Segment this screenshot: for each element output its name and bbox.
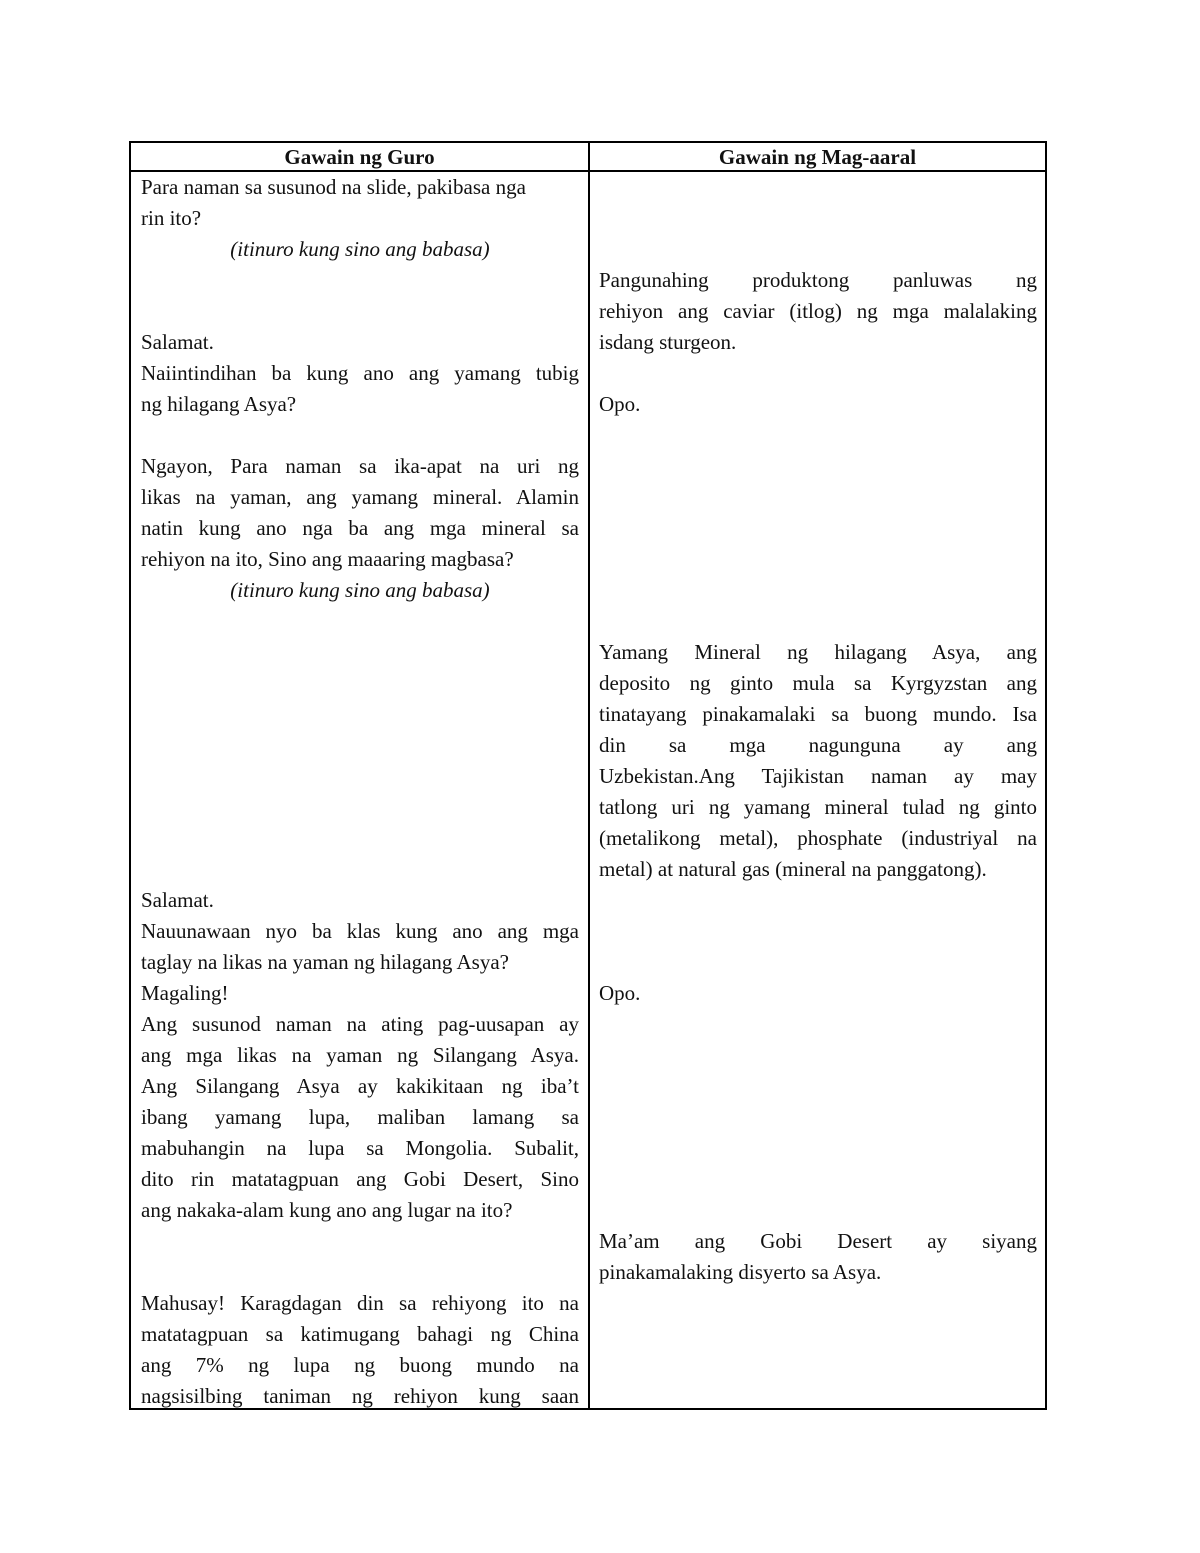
- student-line: tinatayang pinakamalaki sa buong mundo. Isa: [599, 702, 1037, 726]
- teacher-line: ang mga likas na yaman ng Silangang Asya.: [141, 1043, 579, 1067]
- teacher-line: Naiintindihan ba kung ano ang yamang tubig: [141, 361, 579, 385]
- teacher-line: nagsisilbing taniman ng rehiyon kung saan: [141, 1384, 579, 1408]
- teacher-line: Salamat.: [141, 888, 214, 912]
- student-line: isdang sturgeon.: [599, 330, 737, 354]
- teacher-line: Salamat.: [141, 330, 214, 354]
- teacher-line: Ngayon, Para naman sa ika-apat na uri ng: [141, 454, 579, 478]
- column-divider: [588, 143, 590, 1408]
- header-student-activity: Gawain ng Mag-aaral: [718, 145, 917, 169]
- teacher-line: ng hilagang Asya?: [141, 392, 297, 416]
- student-line: Ma’am ang Gobi Desert ay siyang: [599, 1229, 1037, 1253]
- teacher-line: ang nakaka-alam kung ano ang lugar na ito?: [141, 1198, 513, 1222]
- teacher-line: natin kung ano nga ba ang mga mineral sa: [141, 516, 579, 540]
- student-line: Uzbekistan.Ang Tajikistan naman ay may: [599, 764, 1037, 788]
- student-line: deposito ng ginto mula sa Kyrgyzstan ang: [599, 671, 1037, 695]
- teacher-line: taglay na likas na yaman ng hilagang Asya?: [141, 950, 509, 974]
- teacher-line: rin ito?: [141, 206, 202, 230]
- header-teacher-activity: Gawain ng Guro: [284, 145, 435, 169]
- student-activity-cell: [599, 172, 1037, 1288]
- teacher-line: Ang Silangang Asya ay kakikitaan ng iba’t: [141, 1074, 579, 1098]
- teacher-line: dito rin matatagpuan ang Gobi Desert, Sino: [141, 1167, 579, 1191]
- teacher-line: ang 7% ng lupa ng buong mundo na: [141, 1353, 579, 1377]
- teacher-line: ibang yamang lupa, maliban lamang sa: [141, 1105, 579, 1129]
- teacher-line: rehiyon na ito, Sino ang maaaring magbasa?: [141, 547, 514, 571]
- teacher-line: Nauunawaan nyo ba klas kung ano ang mga: [141, 919, 579, 943]
- student-line: (metalikong metal), phosphate (industriyal na: [599, 826, 1037, 850]
- teacher-line: Para naman sa susunod na slide, pakibasa nga: [141, 175, 526, 199]
- student-line: pinakamalaking disyerto sa Asya.: [599, 1260, 882, 1284]
- lesson-table: [129, 141, 1047, 1410]
- student-line: Opo.: [599, 392, 641, 416]
- student-line: tatlong uri ng yamang mineral tulad ng ginto: [599, 795, 1037, 819]
- teacher-line: likas na yaman, ang yamang mineral. Alamin: [141, 485, 579, 509]
- teacher-line: Mahusay! Karagdagan din sa rehiyong ito na: [141, 1291, 579, 1315]
- teacher-line: matatagpuan sa katimugang bahagi ng China: [141, 1322, 579, 1346]
- teacher-activity-cell: [141, 172, 579, 1412]
- teacher-stage-direction: (itinuro kung sino ang babasa): [230, 237, 490, 261]
- student-line: Pangunahing produktong panluwas ng: [599, 268, 1037, 292]
- student-line: Opo.: [599, 981, 641, 1005]
- teacher-line: Ang susunod naman na ating pag-uusapan ay: [141, 1012, 579, 1036]
- student-line: metal) at natural gas (mineral na panggatong).: [599, 857, 987, 881]
- student-line: rehiyon ang caviar (itlog) ng mga malalaking: [599, 299, 1037, 323]
- teacher-line: Magaling!: [141, 981, 229, 1005]
- teacher-stage-direction: (itinuro kung sino ang babasa): [230, 578, 490, 602]
- student-line: Yamang Mineral ng hilagang Asya, ang: [599, 640, 1037, 664]
- student-line: din sa mga nagunguna ay ang: [599, 733, 1037, 757]
- teacher-line: mabuhangin na lupa sa Mongolia. Subalit,: [141, 1136, 579, 1160]
